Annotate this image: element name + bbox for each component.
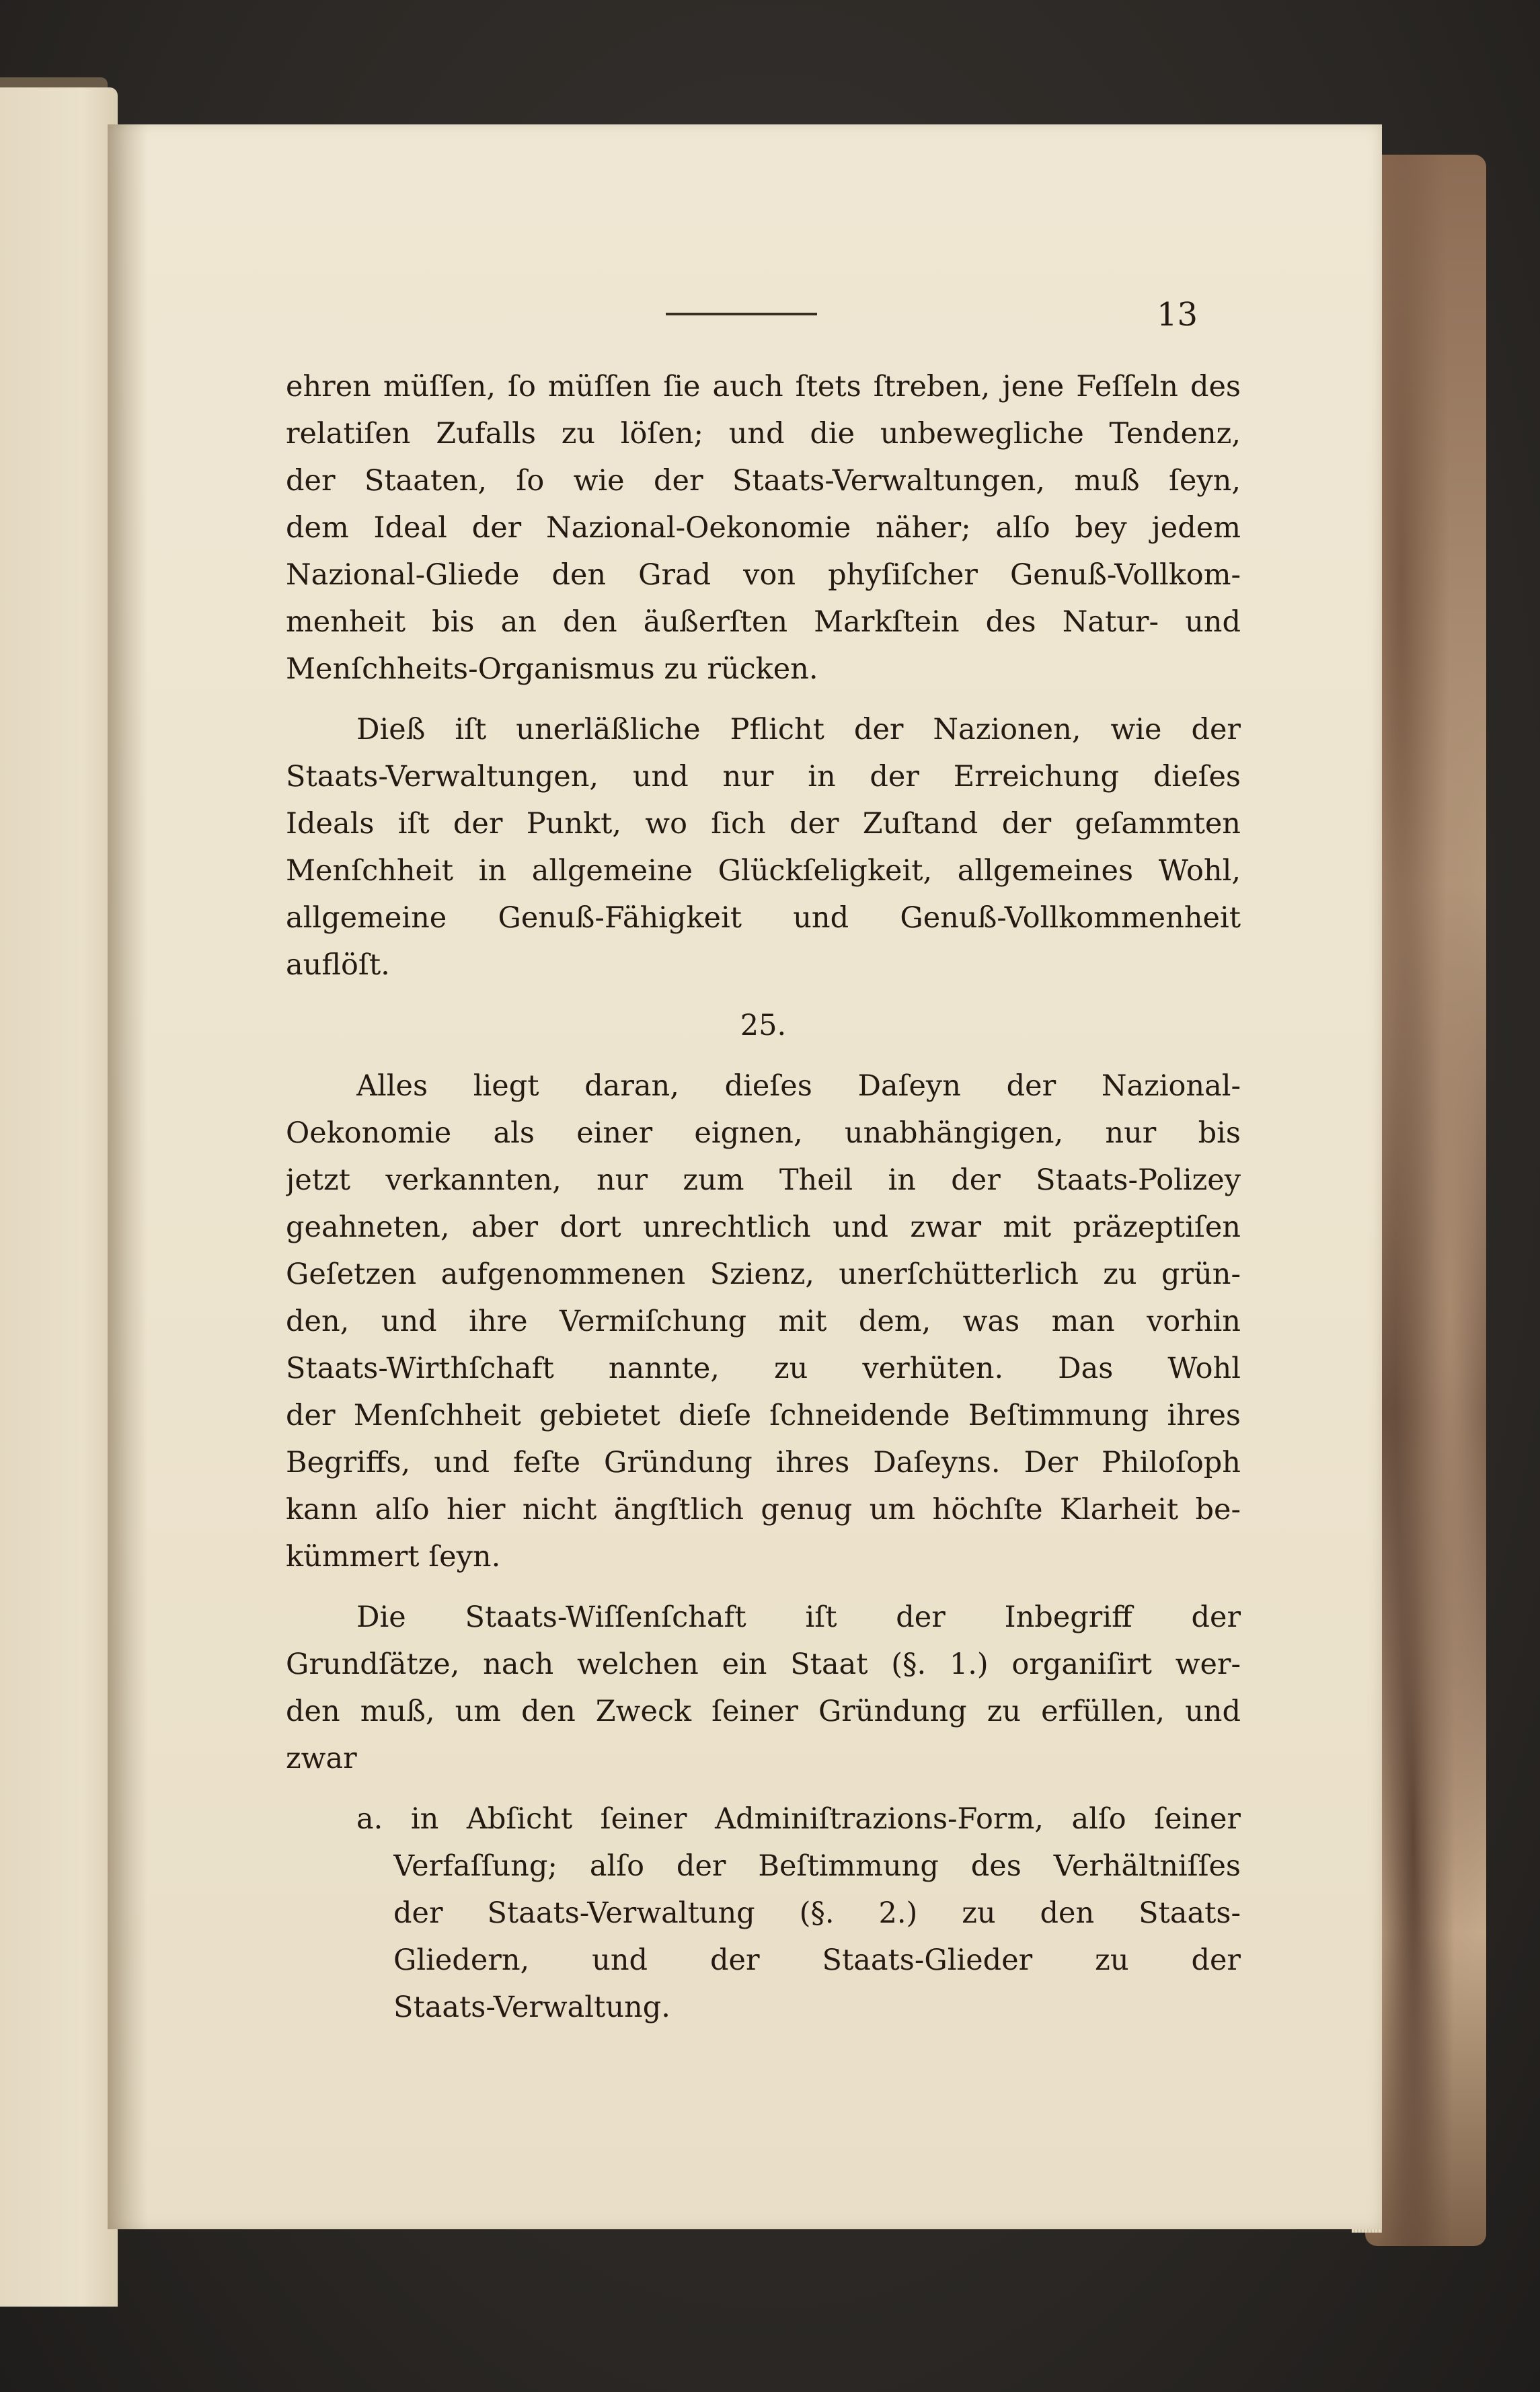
list-item-a: a. in Abſicht ſeiner Adminiſtrazions-Form, alſo ſeiner bbox=[356, 1802, 1241, 1836]
text-line: geahneten, aber dort unrechtlich und zwar mit präzeptiſen bbox=[286, 1210, 1241, 1244]
text-line: Menſchheits-Organismus zu rücken. bbox=[286, 652, 818, 686]
book-cover-edge bbox=[1365, 155, 1486, 2246]
text-line: der Staats-Verwaltung (§. 2.) zu den Staats- bbox=[393, 1896, 1241, 1930]
text-line: Staats-Verwaltungen, und nur in der Erreichung dieſes bbox=[286, 760, 1241, 794]
text-line: Staats-Verwaltung. bbox=[393, 1991, 670, 2024]
text-line: Ideals iſt der Punkt, wo ſich der Zuſtand der geſammten bbox=[286, 807, 1241, 841]
text-line: ehren müſſen, ſo müſſen ſie auch ſtets ſtreben, jene Feſſeln des bbox=[286, 370, 1241, 403]
left-page bbox=[0, 87, 118, 2307]
text-line: kümmert ſeyn. bbox=[286, 1540, 501, 1574]
section-number: 25. bbox=[740, 1009, 787, 1042]
text-line: den muß, um den Zweck ſeiner Gründung zu erfüllen, und bbox=[286, 1695, 1241, 1728]
text-line: Begriffs, und feſte Gründung ihres Daſeyns. Der Philoſoph bbox=[286, 1446, 1241, 1479]
gutter-shadow bbox=[108, 124, 148, 2229]
text-line: Gliedern, und der Staats-Glieder zu der bbox=[393, 1943, 1241, 1977]
text-line: Menſchheit in allgemeine Glückſeligkeit, allgemeines Wohl, bbox=[286, 854, 1241, 888]
body-text bbox=[286, 289, 1241, 2051]
text-line: kann alſo hier nicht ängſtlich genug um höchſte Klarheit be- bbox=[286, 1493, 1241, 1527]
text-line: der Menſchheit gebietet dieſe ſchneidende Beſtimmung ihres bbox=[286, 1399, 1241, 1432]
text-line: Geſetzen aufgenommenen Szienz, unerſchütterlich zu grün- bbox=[286, 1258, 1241, 1291]
text-line: Oekonomie als einer eignen, unabhängigen, nur bis bbox=[286, 1116, 1241, 1150]
text-line: relatiſen Zufalls zu löſen; und die unbewegliche Tendenz, bbox=[286, 417, 1241, 451]
text-line: Staats-Wirthſchaft nannte, zu verhüten. Das Wohl bbox=[286, 1352, 1241, 1385]
text-line: Verfaſſung; alſo der Beſtimmung des Verhältniſſes bbox=[393, 1849, 1241, 1883]
text-line: allgemeine Genuß-Fähigkeit und Genuß-Vollkommenheit bbox=[286, 901, 1241, 935]
text-line: der Staaten, ſo wie der Staats-Verwaltungen, muß ſeyn, bbox=[286, 464, 1241, 498]
text-line: Die Staats-Wiſſenſchaft iſt der Inbegriff der bbox=[356, 1600, 1241, 1634]
page-number: 13 bbox=[1157, 296, 1198, 334]
text-line: den, und ihre Vermiſchung mit dem, was man vorhin bbox=[286, 1305, 1241, 1338]
text-line: Grundſätze, nach welchen ein Staat (§. 1.) organiſirt wer- bbox=[286, 1648, 1241, 1681]
text-line: dem Ideal der Nazional-Oekonomie näher; alſo bey jedem bbox=[286, 511, 1241, 545]
text-line: jetzt verkannten, nur zum Theil in der Staats-Polizey bbox=[286, 1163, 1241, 1197]
text-line: Nazional-Gliede den Grad von phyſiſcher Genuß-Vollkom- bbox=[286, 558, 1241, 592]
text-line: auflöſt. bbox=[286, 948, 390, 982]
text-line: zwar bbox=[286, 1742, 357, 1775]
text-line: Dieß iſt unerläßliche Pflicht der Nazionen, wie der bbox=[356, 713, 1241, 746]
text-line: menheit bis an den äußerſten Markſtein des Natur- und bbox=[286, 605, 1241, 639]
text-line: Alles liegt daran, dieſes Daſeyn der Nazional- bbox=[356, 1069, 1241, 1103]
